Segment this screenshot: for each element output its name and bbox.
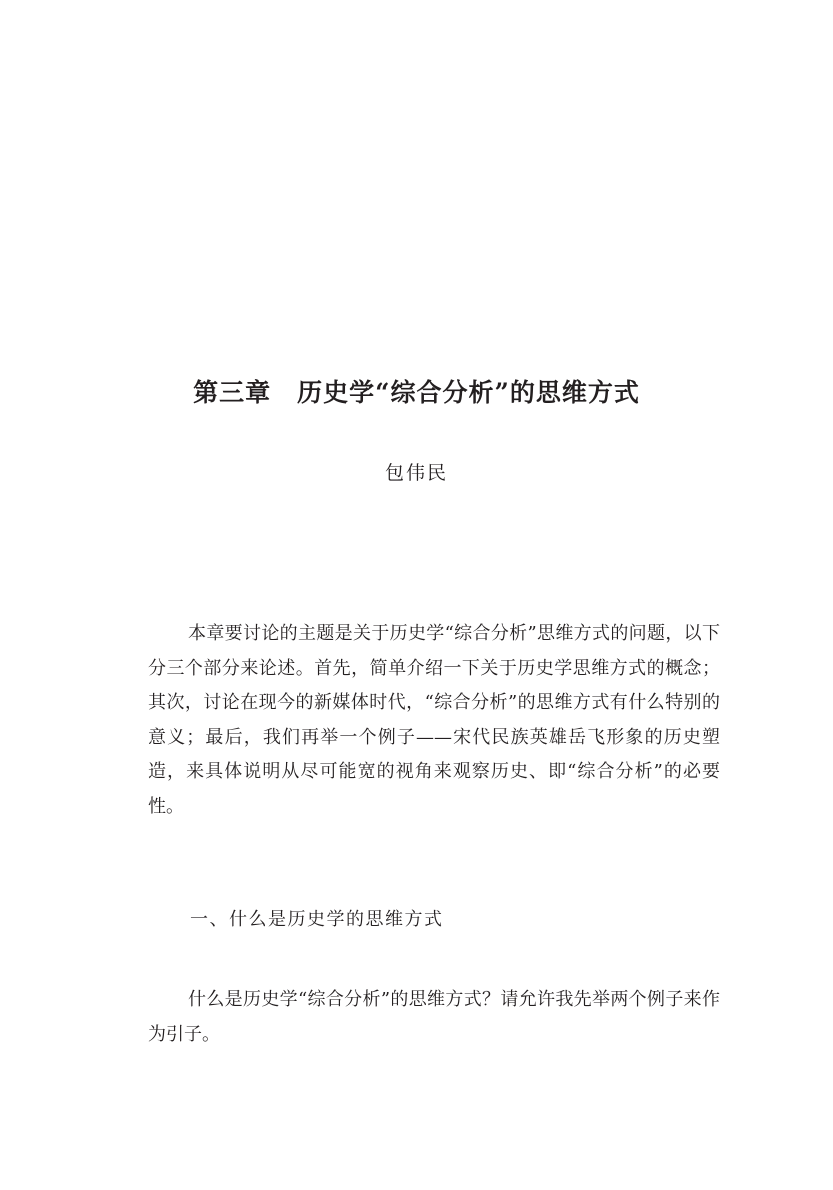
section-heading: 一、什么是历史学的思维方式 — [190, 909, 444, 930]
chapter-title: 第三章 历史学“综合分析”的思维方式 — [193, 378, 640, 407]
author-name: 包伟民 — [384, 462, 448, 484]
intro-paragraph: 本章要讨论的主题是关于历史学“综合分析”思维方式的问题，以下分三个部分来论述。首先，简单介绍一下关于历史学思维方式的概念；其次，讨论在现今的新媒体时代，“综合分析”的思维方式有什么特别的意义；最后，我们再举一个例子——宋代民族英雄岳飞形象的历史塑造，来具体说明从尽可能宽的视角来观察历史、即“综合分析”的必要性。 — [148, 623, 720, 817]
section-paragraph: 什么是历史学“综合分析”的思维方式？请允许我先举两个例子来作为引子。 — [148, 989, 720, 1045]
